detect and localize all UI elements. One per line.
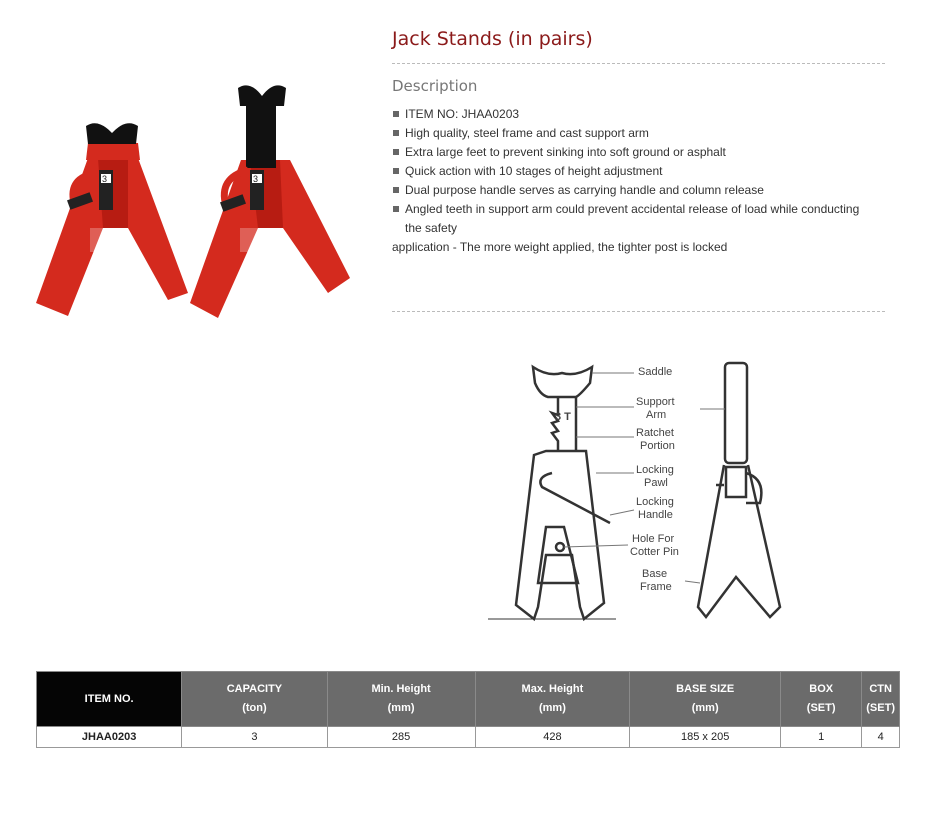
header-item-no: ITEM NO. xyxy=(37,672,182,727)
header-capacity: CAPACITY (ton) xyxy=(182,672,327,727)
label-locking-pawl: Pawl xyxy=(644,477,668,489)
divider-top xyxy=(392,63,885,64)
label-ratchet: Portion xyxy=(640,440,675,452)
cell-item-no: JHAA0203 xyxy=(37,727,182,748)
svg-text:3: 3 xyxy=(102,174,108,184)
table-header-row xyxy=(37,672,900,727)
cell-base-size: 185 x 205 xyxy=(630,727,781,748)
svg-text:3: 3 xyxy=(253,174,259,184)
header-box: BOX (SET) xyxy=(781,672,862,727)
label-hole-cotter-pin: Cotter Pin xyxy=(630,546,679,558)
header-max-height: Max. Height (mm) xyxy=(475,672,630,727)
feature-item: Dual purpose handle serves as carrying handle and column release xyxy=(392,181,872,200)
label-base-frame: Frame xyxy=(640,581,672,593)
label-locking-handle: Locking xyxy=(636,496,674,508)
label-locking-handle: Handle xyxy=(638,509,673,521)
label-saddle: Saddle xyxy=(638,366,673,378)
label-hole-cotter-pin: Hole For xyxy=(632,533,675,545)
feature-item: Extra large feet to prevent sinking into soft ground or asphalt xyxy=(392,143,872,162)
label-support-arm: Support xyxy=(636,396,675,408)
cell-capacity: 3 xyxy=(182,727,327,748)
product-title: Jack Stands (in pairs) xyxy=(392,28,593,50)
cell-max-height: 428 xyxy=(475,727,630,748)
header-ctn: CTN (SET) xyxy=(862,672,900,727)
feature-continuation: application - The more weight applied, the tighter post is locked xyxy=(392,240,728,254)
label-locking-pawl: Locking xyxy=(636,464,674,476)
cell-box: 1 xyxy=(781,727,862,748)
left-jack-stand xyxy=(36,123,188,316)
feature-item: ITEM NO: JHAA0203 xyxy=(392,105,872,124)
header-min-height: Min. Height (mm) xyxy=(327,672,475,727)
feature-item: Angled teeth in support arm could prevent accidental release of load while conducting the safety xyxy=(392,200,872,238)
jack-stands-image xyxy=(28,78,358,338)
label-ratchet: Ratchet xyxy=(636,427,674,439)
table-row xyxy=(37,727,900,748)
jack-stand-diagram xyxy=(480,355,820,630)
description-heading: Description xyxy=(392,77,478,95)
header-base-size: BASE SIZE (mm) xyxy=(630,672,781,727)
cell-ctn: 4 xyxy=(862,727,900,748)
feature-item: High quality, steel frame and cast support arm xyxy=(392,124,872,143)
feature-item: Quick action with 10 stages of height adjustment xyxy=(392,162,872,181)
feature-list xyxy=(392,105,872,257)
divider-bottom xyxy=(392,311,885,312)
cell-min-height: 285 xyxy=(327,727,475,748)
label-support-arm: Arm xyxy=(646,409,667,421)
label-base-frame: Base xyxy=(642,568,668,580)
right-jack-stand xyxy=(190,85,350,318)
spec-table xyxy=(36,671,900,748)
diagram-marking: 3 T xyxy=(555,411,571,423)
